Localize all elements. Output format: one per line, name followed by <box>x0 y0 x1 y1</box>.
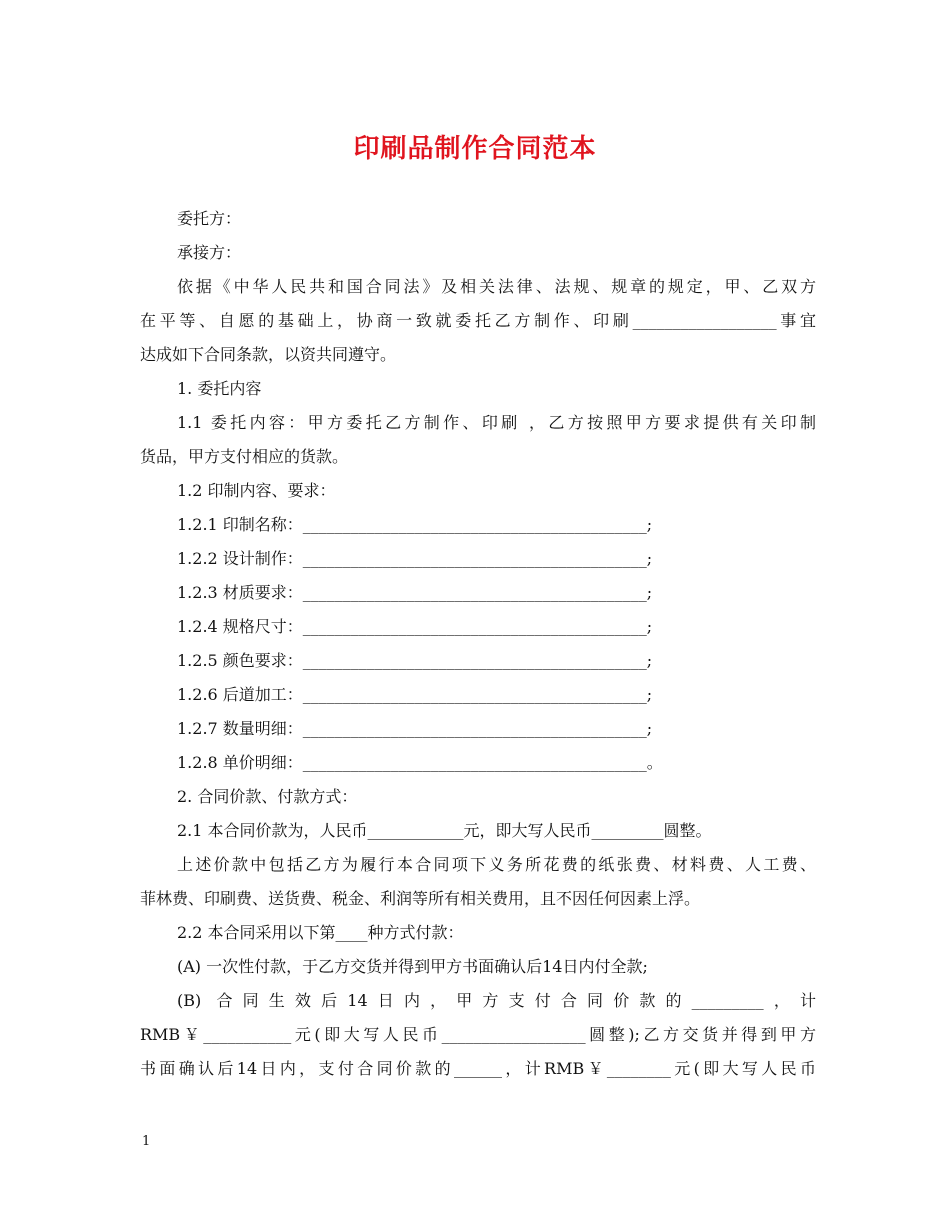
text-line: 在平等、自愿的基础上，协商一致就委托乙方制作、印刷__________________事宜 <box>140 311 816 330</box>
page-number: 1 <box>142 1134 151 1149</box>
text-line: 1.2 印制内容、要求： <box>177 481 336 500</box>
text-line: 货品，甲方支付相应的货款。 <box>140 447 349 466</box>
text-line: 达成如下合同条款，以资共同遵守。 <box>140 345 397 364</box>
text-line: 依据《中华人民共和国合同法》及相关法律、法规、规章的规定，甲、乙双方 <box>177 277 816 296</box>
text-line: 菲林费、印刷费、送货费、税金、利润等所有相关费用，且不因任何因素上浮。 <box>140 889 701 908</box>
document-title: 印刷品制作合同范本 <box>353 134 597 164</box>
text-line: (B) 合同生效后14日内，甲方支付合同价款的_________，计 <box>177 991 816 1010</box>
text-line: 2. 合同价款、付款方式： <box>177 787 358 806</box>
text-line: RMB￥___________元(即大写人民币__________________圆整);乙方交货并得到甲方 <box>140 1025 816 1044</box>
text-line: 1. 委托内容 <box>177 379 262 398</box>
text-line: 1.2.5 颜色要求：___________________________________________; <box>177 651 653 670</box>
text-line: 1.2.7 数量明细：___________________________________________; <box>177 719 653 738</box>
text-line: 1.2.3 材质要求：___________________________________________; <box>177 583 653 602</box>
text-line: 1.2.6 后道加工：___________________________________________; <box>177 685 653 704</box>
text-line: 书面确认后14日内，支付合同价款的______，计RMB￥________元(即大写人民币 <box>140 1059 816 1078</box>
text-line: 1.2.2 设计制作：___________________________________________; <box>177 549 653 568</box>
text-line: (A) 一次性付款，于乙方交货并得到甲方书面确认后14日内付全款; <box>177 957 648 976</box>
text-line: 2.2 本合同采用以下第____种方式付款： <box>177 923 464 942</box>
text-line: 1.2.4 规格尺寸：___________________________________________; <box>177 617 653 636</box>
text-line: 1.2.1 印制名称：___________________________________________; <box>177 515 653 534</box>
text-line: 2.1 本合同价款为，人民币____________元，即大写人民币_________圆整。 <box>177 821 712 840</box>
text-line: 1.2.8 单价明细：___________________________________________。 <box>177 753 663 772</box>
text-line: 委托方： <box>177 209 242 228</box>
document-body <box>140 202 816 1086</box>
text-line: 上述价款中包括乙方为履行本合同项下义务所花费的纸张费、材料费、人工费、 <box>177 855 816 874</box>
text-line: 承接方： <box>177 243 242 262</box>
text-line: 1.1 委托内容：甲方委托乙方制作、印刷 ，乙方按照甲方要求提供有关印制 <box>177 413 816 432</box>
